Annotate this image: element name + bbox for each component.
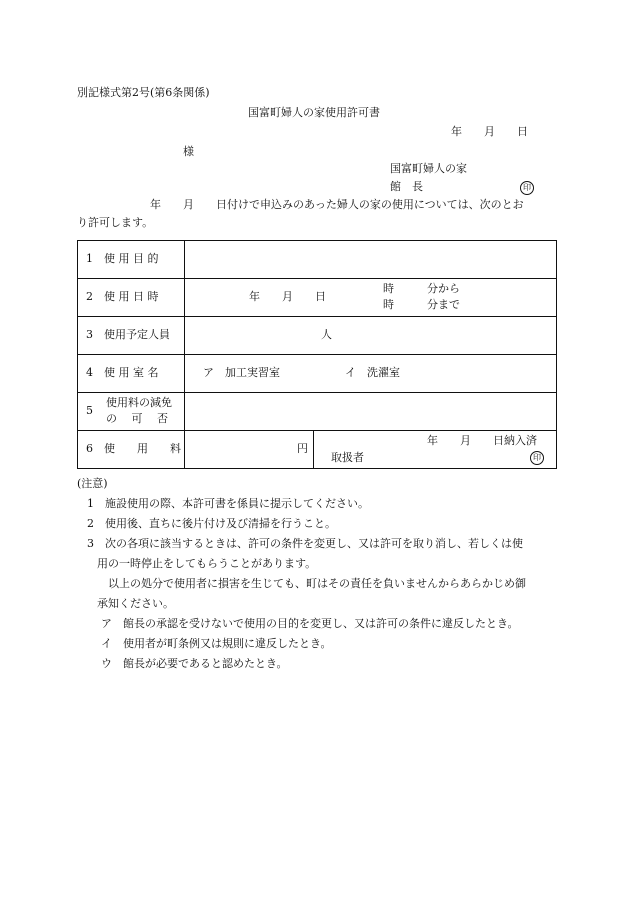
expected-attendees-label: 3 使用予定人員	[86, 328, 170, 341]
note-item-3-line-2: 用の一時停止をしてもらうことがあります。	[97, 557, 317, 570]
seal-mark: 印	[530, 451, 544, 465]
notes-heading: (注意)	[77, 477, 108, 490]
form-reference: 別記様式第2号(第6条関係)	[77, 86, 210, 99]
table-row	[78, 431, 557, 469]
label-cell	[78, 393, 185, 431]
usage-purpose-label: 1 使 用 目 的	[86, 252, 159, 265]
notes-section	[77, 474, 567, 674]
fee-cell-divider	[313, 430, 314, 469]
fee-reduction-label-line-2: の 可 否	[106, 412, 168, 425]
table-row	[78, 279, 557, 317]
usage-time-to: 時 分まで	[383, 298, 460, 311]
payment-date: 年 月 日納入済	[427, 434, 537, 447]
fee-reduction-number: 5	[86, 404, 93, 417]
addressee-suffix: 様	[183, 145, 194, 158]
usage-date: 年 月 日	[249, 290, 326, 303]
label-cell	[78, 431, 185, 469]
table-row	[78, 393, 557, 431]
table-row	[78, 241, 557, 279]
table-row	[78, 355, 557, 393]
usage-time-from: 時 分から	[383, 282, 460, 295]
issuer-seal	[520, 180, 534, 195]
usage-datetime-field	[185, 279, 557, 317]
issuer-organization: 国富町婦人の家	[390, 162, 467, 175]
handler-label: 取扱者	[331, 451, 364, 464]
fee-yen-unit: 円	[297, 442, 308, 455]
expected-attendees-field	[185, 317, 557, 355]
room-name-field	[185, 355, 557, 393]
usage-fee-label: 6 使 用 料	[86, 442, 181, 455]
room-option-a: ア 加工実習室	[203, 366, 280, 379]
label-cell	[78, 241, 185, 279]
usage-fee-field	[185, 431, 557, 469]
note-item-3-line-4: 承知ください。	[97, 597, 174, 610]
note-item-1: 1 施設使用の際、本許可書を係員に提示してください。	[87, 497, 369, 510]
note-item-3-line-1: 3 次の各項に該当するときは、許可の条件を変更し、又は許可を取り消し、若しくは使	[87, 537, 523, 550]
document-title: 国富町婦人の家使用許可書	[248, 106, 380, 119]
label-cell	[78, 355, 185, 393]
note-sub-item-u: ウ 館長が必要であると認めたとき。	[101, 657, 288, 670]
usage-purpose-field	[185, 241, 557, 279]
issue-date-line: 年 月 日	[451, 125, 528, 138]
fee-reduction-field	[185, 393, 557, 431]
permit-details-table	[77, 240, 557, 469]
seal-mark: 印	[520, 181, 534, 195]
room-name-label: 4 使 用 室 名	[86, 366, 159, 379]
note-sub-item-a: ア 館長の承認を受けないで使用の目的を変更し、又は許可の条件に違反したとき。	[101, 617, 519, 630]
handler-seal	[530, 450, 544, 465]
issuer-title: 館 長	[390, 180, 423, 193]
note-item-3-line-3: 以上の処分で使用者に損害を生じても、町はその責任を負いませんからあらかじめ御	[108, 577, 526, 590]
intro-line-1: 年 月 日付けで申込みのあった婦人の家の使用については、次のとお	[150, 198, 524, 211]
table-row	[78, 317, 557, 355]
attendees-unit: 人	[321, 328, 332, 341]
intro-line-2: り許可します。	[77, 216, 154, 229]
note-sub-item-i: イ 使用者が町条例又は規則に違反したとき。	[101, 637, 332, 650]
usage-datetime-label: 2 使 用 日 時	[86, 290, 159, 303]
fee-reduction-label-line-1: 使用料の減免	[106, 396, 172, 409]
label-cell	[78, 279, 185, 317]
room-option-b: イ 洗濯室	[345, 366, 400, 379]
note-item-2: 2 使用後、直ちに後片付け及び清掃を行うこと。	[87, 517, 336, 530]
label-cell	[78, 317, 185, 355]
